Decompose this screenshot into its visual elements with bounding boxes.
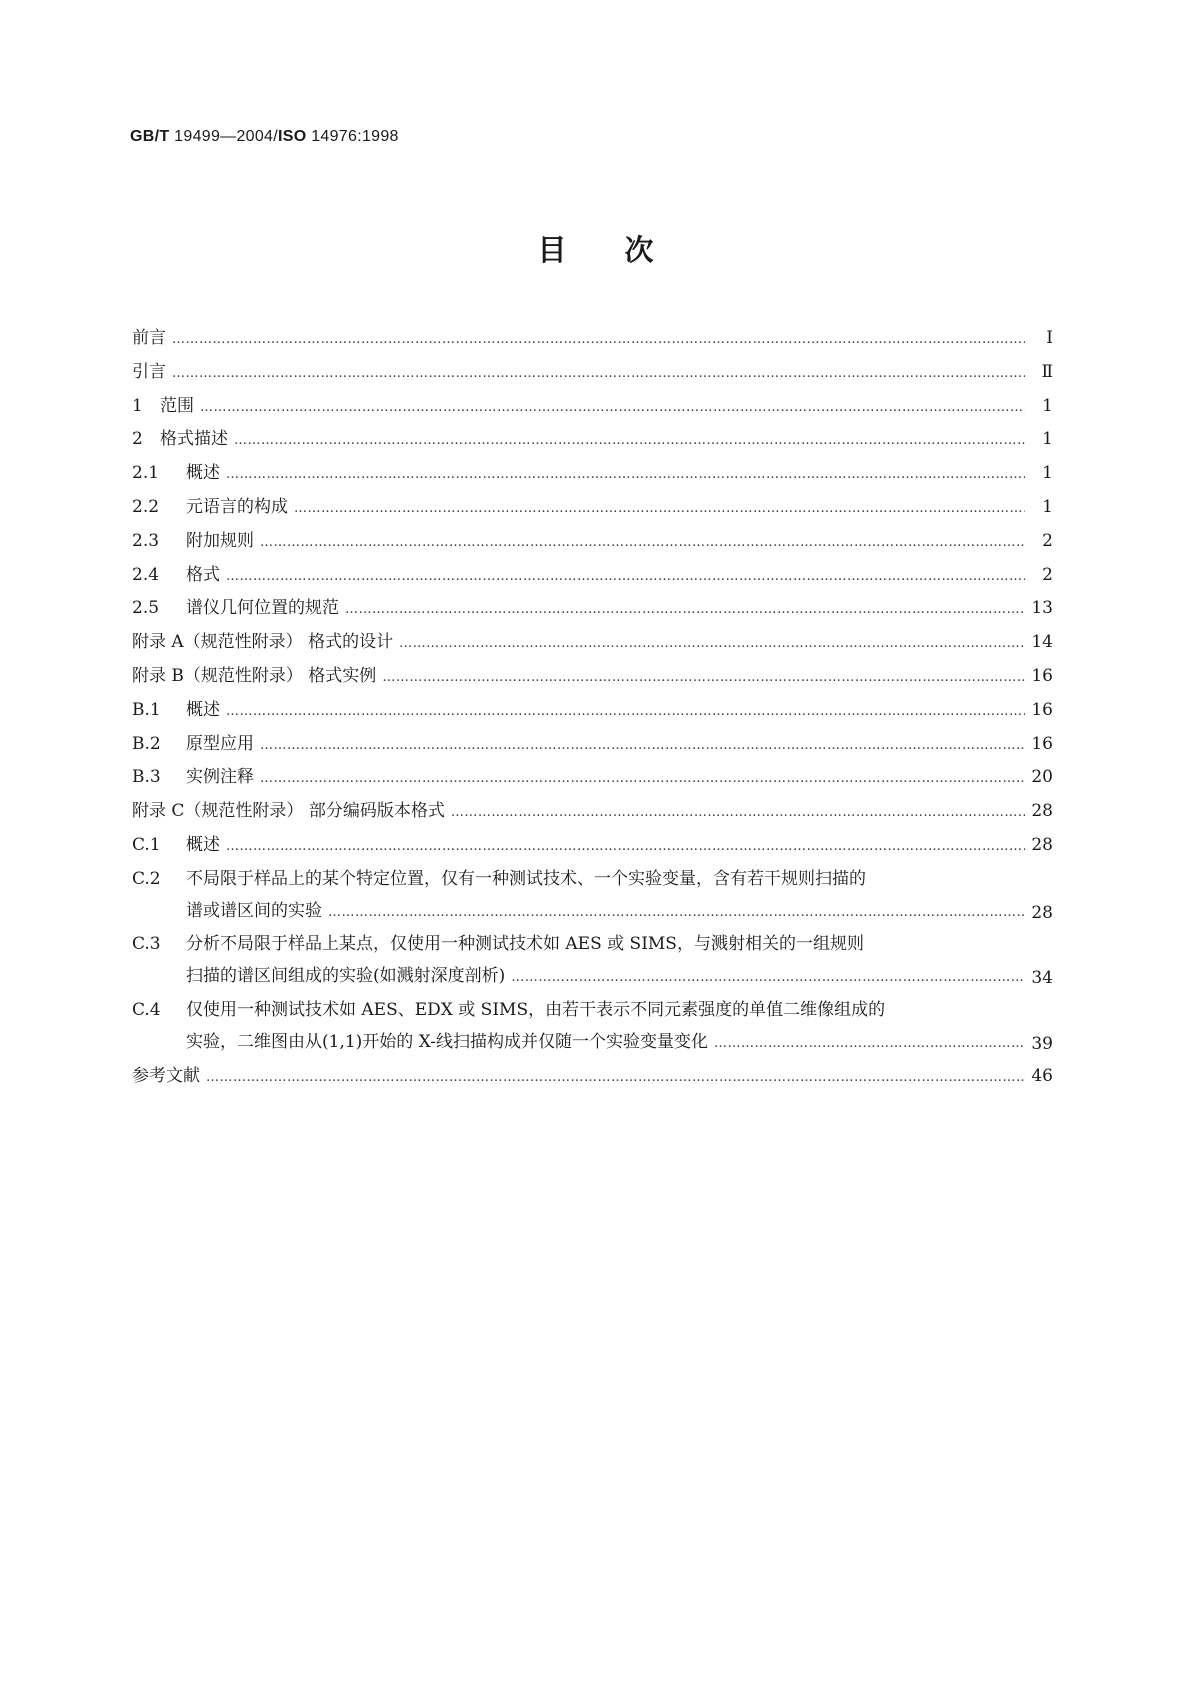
toc-entry-number: B.1 bbox=[132, 699, 161, 720]
toc-entry-title: 附录 A（规范性附录） 格式的设计 bbox=[132, 632, 394, 653]
toc-entry-page: Ⅰ bbox=[1046, 328, 1053, 348]
toc-title: 目次 bbox=[537, 233, 712, 267]
toc-entry-title: 参考文献 bbox=[132, 1065, 200, 1086]
toc-entry-page: 20 bbox=[1031, 767, 1053, 788]
toc-leader-dots bbox=[382, 668, 1025, 688]
toc-entry-label bbox=[132, 362, 1025, 384]
toc-entry-number: 2.4 bbox=[132, 564, 160, 585]
toc-entry-label bbox=[132, 934, 1025, 988]
toc-entry[interactable] bbox=[132, 700, 1053, 722]
toc-entry-page: 28 bbox=[1031, 834, 1053, 855]
toc-entry-title: 格式 bbox=[186, 564, 220, 585]
toc-entry-label bbox=[132, 734, 1025, 756]
toc-leader-dots bbox=[226, 465, 1025, 485]
toc-entry-title: 实例注释 bbox=[186, 767, 254, 788]
toc-leader-dots bbox=[260, 769, 1025, 789]
toc-leader-dots bbox=[260, 736, 1025, 756]
toc-entry[interactable] bbox=[132, 565, 1053, 587]
toc-entry-label bbox=[132, 835, 1025, 857]
toc-entry-page: 2 bbox=[1042, 530, 1053, 551]
toc-leader-dots bbox=[294, 499, 1025, 519]
toc-entry[interactable] bbox=[132, 801, 1053, 823]
toc-entry-label bbox=[132, 801, 1025, 823]
toc-entry[interactable] bbox=[132, 531, 1053, 553]
toc-entry[interactable] bbox=[132, 598, 1053, 620]
toc-leader-dots bbox=[172, 364, 1025, 384]
toc-entry-title-line1: 仅使用一种测试技术如 AES、EDX 或 SIMS，由若干表示不同元素强度的单值二维像组成的 bbox=[186, 999, 886, 1020]
toc-entry[interactable] bbox=[132, 396, 1053, 418]
std-prefix: GB/T bbox=[130, 128, 170, 145]
toc-entry-title: 附加规则 bbox=[186, 530, 254, 551]
toc-leader-dots bbox=[328, 903, 1025, 923]
toc-entry-title: 附录 C（规范性附录） 部分编码版本格式 bbox=[132, 801, 445, 822]
std-number: 19499—2004/ bbox=[169, 128, 278, 145]
toc-leader-dots bbox=[200, 398, 1025, 418]
toc-entry-number: C.3 bbox=[132, 934, 161, 955]
toc-entry[interactable] bbox=[132, 328, 1053, 350]
iso-prefix: ISO bbox=[278, 128, 307, 145]
iso-number: 14976:1998 bbox=[306, 128, 399, 145]
toc-entry-multiline[interactable] bbox=[132, 1000, 1053, 1054]
toc-entry-label bbox=[132, 869, 1025, 923]
toc-entry-number: C.1 bbox=[132, 834, 161, 855]
toc-entry-title: 引言 bbox=[132, 361, 166, 382]
toc-entry-label bbox=[132, 328, 1025, 350]
toc-entry-title: 概述 bbox=[186, 834, 220, 855]
toc-leader-dots bbox=[714, 1034, 1025, 1054]
toc-entry-title: 概述 bbox=[186, 463, 220, 484]
toc-entry[interactable] bbox=[132, 497, 1053, 519]
toc-entry-page: 28 bbox=[1031, 902, 1053, 923]
toc-leader-dots bbox=[172, 330, 1025, 350]
toc-entry-number: 2 bbox=[132, 429, 143, 450]
toc-entry-page: 46 bbox=[1031, 1065, 1053, 1086]
toc-entry-title: 前言 bbox=[132, 328, 166, 348]
toc-entry-title: 附录 B（规范性附录） 格式实例 bbox=[132, 665, 377, 686]
toc-entry-label bbox=[132, 598, 1025, 620]
toc-entry-page: 34 bbox=[1031, 968, 1053, 989]
toc-entry-title: 范围 bbox=[160, 395, 194, 416]
toc-entry-page: 16 bbox=[1031, 733, 1053, 754]
toc-entry[interactable] bbox=[132, 734, 1053, 756]
toc-entry[interactable] bbox=[132, 666, 1053, 688]
toc-entry-number: 2.2 bbox=[132, 496, 160, 517]
toc-entry-title: 元语言的构成 bbox=[186, 496, 288, 517]
toc-entry-page: 16 bbox=[1031, 665, 1053, 686]
toc-entry-label bbox=[132, 767, 1025, 789]
toc-entry-number: 2.1 bbox=[132, 463, 160, 484]
toc-entry-page: 1 bbox=[1042, 429, 1053, 450]
toc-entry-multiline[interactable] bbox=[132, 934, 1053, 988]
toc-entry-label bbox=[132, 632, 1025, 654]
toc-entry-page: 16 bbox=[1031, 699, 1053, 720]
toc-entry-number: 2.5 bbox=[132, 598, 160, 619]
toc-entry-multiline[interactable] bbox=[132, 869, 1053, 923]
toc-entry-page: 14 bbox=[1031, 632, 1053, 653]
toc-entry-title: 原型应用 bbox=[186, 733, 254, 754]
toc-entry-label bbox=[132, 1066, 1025, 1088]
toc-entry-title-line2: 谱或谱区间的实验 bbox=[186, 900, 322, 921]
toc-entry-page: Ⅱ bbox=[1041, 361, 1053, 382]
toc-entry-label bbox=[132, 396, 1025, 418]
toc-entry-page: 1 bbox=[1042, 395, 1053, 416]
toc-entry-page: 2 bbox=[1042, 564, 1053, 585]
toc-leader-dots bbox=[226, 837, 1025, 857]
standard-code-header bbox=[130, 128, 399, 146]
toc-entry[interactable] bbox=[132, 632, 1053, 654]
toc-entry[interactable] bbox=[132, 463, 1053, 485]
toc-leader-dots bbox=[399, 634, 1025, 654]
toc-entry-label bbox=[132, 666, 1025, 688]
toc-entry-page: 1 bbox=[1042, 496, 1053, 517]
toc-entry-label bbox=[132, 463, 1025, 485]
toc-leader-dots bbox=[226, 702, 1025, 722]
toc-entry[interactable] bbox=[132, 362, 1053, 384]
toc-entry-title: 概述 bbox=[186, 699, 220, 720]
toc-entry-label bbox=[132, 700, 1025, 722]
toc-entry-number: C.4 bbox=[132, 999, 161, 1020]
toc-entry-number: 1 bbox=[132, 395, 143, 416]
toc-entry-label bbox=[132, 429, 1025, 451]
toc-entry-number: 2.3 bbox=[132, 530, 160, 551]
toc-entry-title: 格式描述 bbox=[160, 429, 228, 450]
toc-leader-dots bbox=[234, 431, 1025, 451]
toc-entry-number: B.2 bbox=[132, 733, 161, 754]
toc-entry-page: 39 bbox=[1031, 1033, 1053, 1054]
toc-entry-number: C.2 bbox=[132, 868, 161, 889]
toc-leader-dots bbox=[451, 803, 1025, 823]
toc-entry-page: 1 bbox=[1042, 463, 1053, 484]
toc-entry-label bbox=[132, 531, 1025, 553]
toc-entry-title-line1: 分析不局限于样品上某点，仅使用一种测试技术如 AES 或 SIMS，与溅射相关的一组规则 bbox=[186, 934, 864, 955]
toc-entry[interactable] bbox=[132, 835, 1053, 857]
toc-entry-title: 谱仪几何位置的规范 bbox=[186, 598, 339, 619]
toc-leader-dots bbox=[345, 600, 1025, 620]
toc-leader-dots bbox=[511, 968, 1025, 988]
toc-entry[interactable] bbox=[132, 767, 1053, 789]
toc-entry-label bbox=[132, 1000, 1025, 1054]
toc-entry-page: 13 bbox=[1031, 598, 1053, 619]
toc-entry[interactable] bbox=[132, 429, 1053, 451]
toc-leader-dots bbox=[260, 533, 1025, 553]
toc-leader-dots bbox=[226, 567, 1025, 587]
toc-entry-title-line2: 实验，二维图由从(1,1)开始的 X-线扫描构成并仅随一个实验变量变化 bbox=[186, 1031, 708, 1052]
toc-entry[interactable] bbox=[132, 1066, 1053, 1088]
table-of-contents bbox=[132, 328, 1053, 1099]
toc-entry-label bbox=[132, 565, 1025, 587]
toc-entry-page: 28 bbox=[1031, 801, 1053, 822]
toc-entry-number: B.3 bbox=[132, 767, 161, 788]
toc-leader-dots bbox=[206, 1068, 1025, 1088]
toc-entry-label bbox=[132, 497, 1025, 519]
toc-entry-title-line2: 扫描的谱区间组成的实验(如溅射深度剖析) bbox=[186, 966, 506, 987]
toc-entry-title-line1: 不局限于样品上的某个特定位置，仅有一种测试技术、一个实验变量，含有若干规则扫描的 bbox=[186, 868, 866, 889]
